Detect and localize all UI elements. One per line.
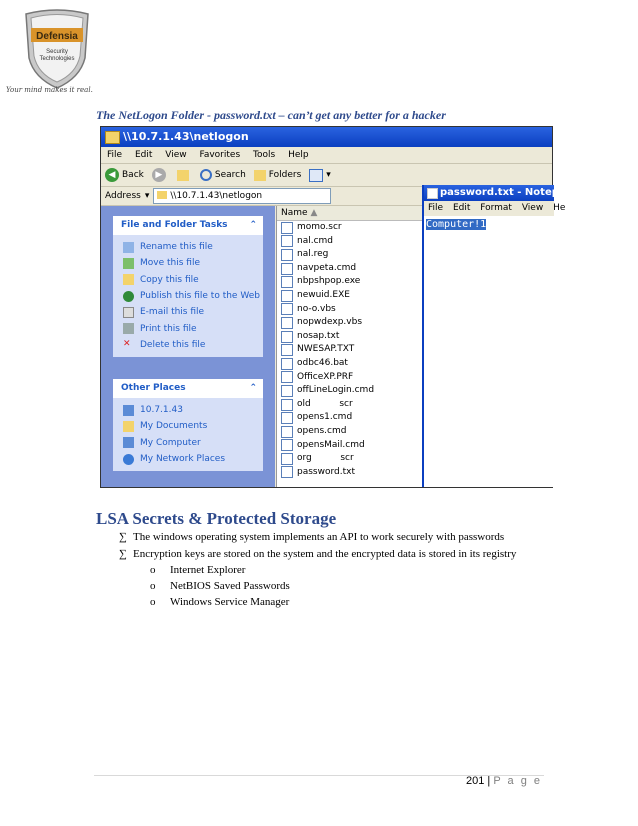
collapse-icon[interactable]: ⌃ [249,220,257,230]
folders-label: Folders [268,170,302,180]
file-name: newuid.EXE [297,289,350,300]
figure-caption: The NetLogon Folder - password.txt – can’t get any better for a hacker [96,108,446,122]
bullet-symbol: ∑ [119,548,127,560]
notepad-menu-edit[interactable]: Edit [452,203,471,213]
file-name: offLineLogin.cmd [297,385,375,396]
notepad-textarea[interactable] [424,216,554,233]
file-row[interactable] [277,384,422,398]
notepad-menu-view[interactable]: View [521,203,544,213]
notepad-title: password.txt - Notepad [440,187,573,198]
address-value: \\10.7.1.43\netlogon [170,191,263,201]
sub-item [150,580,290,592]
file-row[interactable] [277,303,422,317]
delete-icon: ✕ [123,339,131,350]
page-label: P a g e [493,775,542,787]
file-name: momo.scr [297,222,342,232]
menu-favorites[interactable]: Favorites [199,150,241,160]
page-separator: | [487,775,491,787]
sub-bullet-symbol: o [150,564,156,576]
sub-item-text: NetBIOS Saved Passwords [170,580,290,592]
logo-subtitle-1: Security [46,49,68,55]
file-name: opensMail.cmd [297,439,365,450]
computer-icon [123,405,134,416]
address-input[interactable] [153,188,331,204]
file-row[interactable] [277,411,422,425]
file-icon [281,412,293,424]
globe-icon [123,291,134,302]
file-icon [281,235,293,247]
menu-view[interactable]: View [165,150,187,160]
forward-arrow-icon: ▶ [152,168,166,182]
logo-tagline: Your mind makes it real. [6,86,93,94]
sub-item-text: Windows Service Manager [170,596,290,608]
forward-button[interactable] [152,168,169,182]
page-number: 201 [465,775,485,787]
file-name: nbpshpop.exe [297,276,361,287]
file-row[interactable] [277,221,422,235]
search-label: Search [214,170,246,180]
explorer-menubar [101,147,552,164]
file-name: no-o.vbs [297,303,336,314]
copy-icon [123,274,134,285]
logo-name: Defensia [36,31,78,42]
file-row[interactable] [277,275,422,289]
file-icon [281,249,293,261]
company-logo [22,8,92,90]
file-name: opens1.cmd [297,412,353,423]
file-row[interactable] [277,330,422,344]
sub-bullet-symbol: o [150,580,156,592]
file-icon [281,222,293,234]
task-copy[interactable]: Copy this file [113,272,263,288]
file-icon [281,344,293,356]
file-name: nal.cmd [297,235,334,246]
sub-bullet-symbol: o [150,596,156,608]
file-icon [281,466,293,478]
sub-item-text: Internet Explorer [170,564,246,576]
notepad-icon [427,188,438,199]
up-button[interactable] [177,170,192,181]
chevron-down-icon[interactable]: ▾ [144,191,150,201]
explorer-title: \\10.7.1.43\netlogon [123,130,249,143]
move-icon [123,258,134,269]
folder-icon [105,131,120,144]
file-row[interactable] [277,398,422,412]
file-name: OfficeXP.PRF [297,371,354,382]
bullet-item [119,548,516,560]
task-print[interactable]: Print this file [113,320,263,336]
documents-icon [123,421,134,432]
file-icon [281,276,293,288]
page-footer [466,775,542,787]
sub-item [150,564,245,576]
file-row[interactable] [277,316,422,330]
file-row[interactable] [277,235,422,249]
file-name: nal.reg [297,249,329,260]
search-button[interactable] [200,164,246,186]
bullet-text: Encryption keys are stored on the system and the encrypted data is stored in its registry [133,548,517,560]
file-icon [281,263,293,275]
file-icon [281,426,293,438]
file-icon [281,371,293,383]
task-email[interactable]: E-mail this file [113,304,263,320]
logo-subtitle-2: Technologies [39,56,75,62]
menu-edit[interactable]: Edit [134,150,153,160]
file-name: NWESAP.TXT [297,344,355,355]
up-folder-icon [177,170,189,181]
file-icon [281,290,293,302]
file-icon [281,439,293,451]
other-places-header[interactable] [113,379,263,398]
file-row[interactable] [277,425,422,439]
section-heading: LSA Secrets & Protected Storage [96,509,337,528]
email-icon [123,307,134,318]
file-folder-tasks-panel [113,216,263,357]
address-label: Address [105,191,141,201]
notepad-menu-format[interactable]: Format [480,203,512,213]
file-row[interactable] [277,466,422,480]
sort-ascending-icon: ▲ [310,208,318,218]
menu-help[interactable]: Help [288,150,309,160]
file-folder-tasks-header[interactable] [113,216,263,235]
back-button[interactable] [105,164,144,186]
other-places-panel [113,379,263,471]
file-list [276,206,422,487]
network-icon [123,454,134,465]
file-row[interactable] [277,371,422,385]
place-host[interactable]: 10.7.1.43 [113,402,263,418]
file-icon [281,331,293,343]
notepad-titlebar [424,185,573,201]
folders-icon [254,170,266,181]
file-row[interactable] [277,248,422,262]
notepad-menu-file[interactable]: File [428,203,444,213]
file-name: opens.cmd [297,425,347,436]
explorer-toolbar [101,164,552,187]
computer-icon [123,437,134,448]
views-button[interactable]: ▾ [309,164,331,186]
task-publish[interactable]: Publish this file to the Web [113,288,263,304]
file-icon [281,453,293,465]
notepad-window [422,185,573,487]
menu-tools[interactable]: Tools [253,150,276,160]
bullet-text: The windows operating system implements an API to work securely with passwords [133,531,505,543]
place-my-documents[interactable]: My Documents [113,418,263,434]
collapse-icon[interactable]: ⌃ [249,383,257,393]
file-row[interactable] [277,262,422,276]
explorer-screenshot [100,126,573,488]
file-row[interactable] [277,452,422,466]
explorer-titlebar [101,127,552,147]
file-name: old scr [297,398,353,409]
places-title: Other Places [121,383,186,393]
menu-file[interactable]: File [107,150,123,160]
task-pane [101,206,275,487]
folders-button[interactable] [254,164,302,186]
file-icon [281,317,293,329]
file-name: password.txt [297,466,355,477]
task-rename[interactable]: Rename this file [113,239,263,255]
back-arrow-icon: ◀ [105,168,119,182]
file-name: odbc46.bat [297,357,348,368]
tasks-title: File and Folder Tasks [121,220,228,230]
file-icon [281,399,293,411]
place-my-network-places[interactable]: My Network Places [113,451,263,467]
bullet-symbol: ∑ [119,531,127,543]
file-name: org scr [297,453,354,464]
file-icon [281,385,293,397]
search-icon [200,169,212,181]
file-row[interactable] [277,439,422,453]
notepad-menu-help[interactable]: He [553,203,566,213]
notepad-content: Computer!1 [426,219,487,230]
file-name: navpeta.cmd [297,262,357,273]
file-icon [281,358,293,370]
back-label: Back [122,170,144,180]
sub-item [150,596,289,608]
task-delete[interactable]: ✕ Delete this file [123,339,206,350]
bullet-item [119,531,504,543]
file-row[interactable] [277,357,422,371]
place-my-computer[interactable]: My Computer [113,435,263,451]
column-header-name[interactable]: Name ▲ [277,206,422,221]
notepad-menubar [424,201,566,216]
rename-icon [123,242,134,253]
file-row[interactable] [277,289,422,303]
task-move[interactable]: Move this file [113,255,263,271]
printer-icon [123,323,134,334]
views-icon [309,169,323,182]
network-folder-icon [157,191,167,199]
file-name: nopwdexp.vbs [297,317,363,328]
file-name: nosap.txt [297,330,340,341]
file-icon [281,303,293,315]
file-row[interactable] [277,343,422,357]
